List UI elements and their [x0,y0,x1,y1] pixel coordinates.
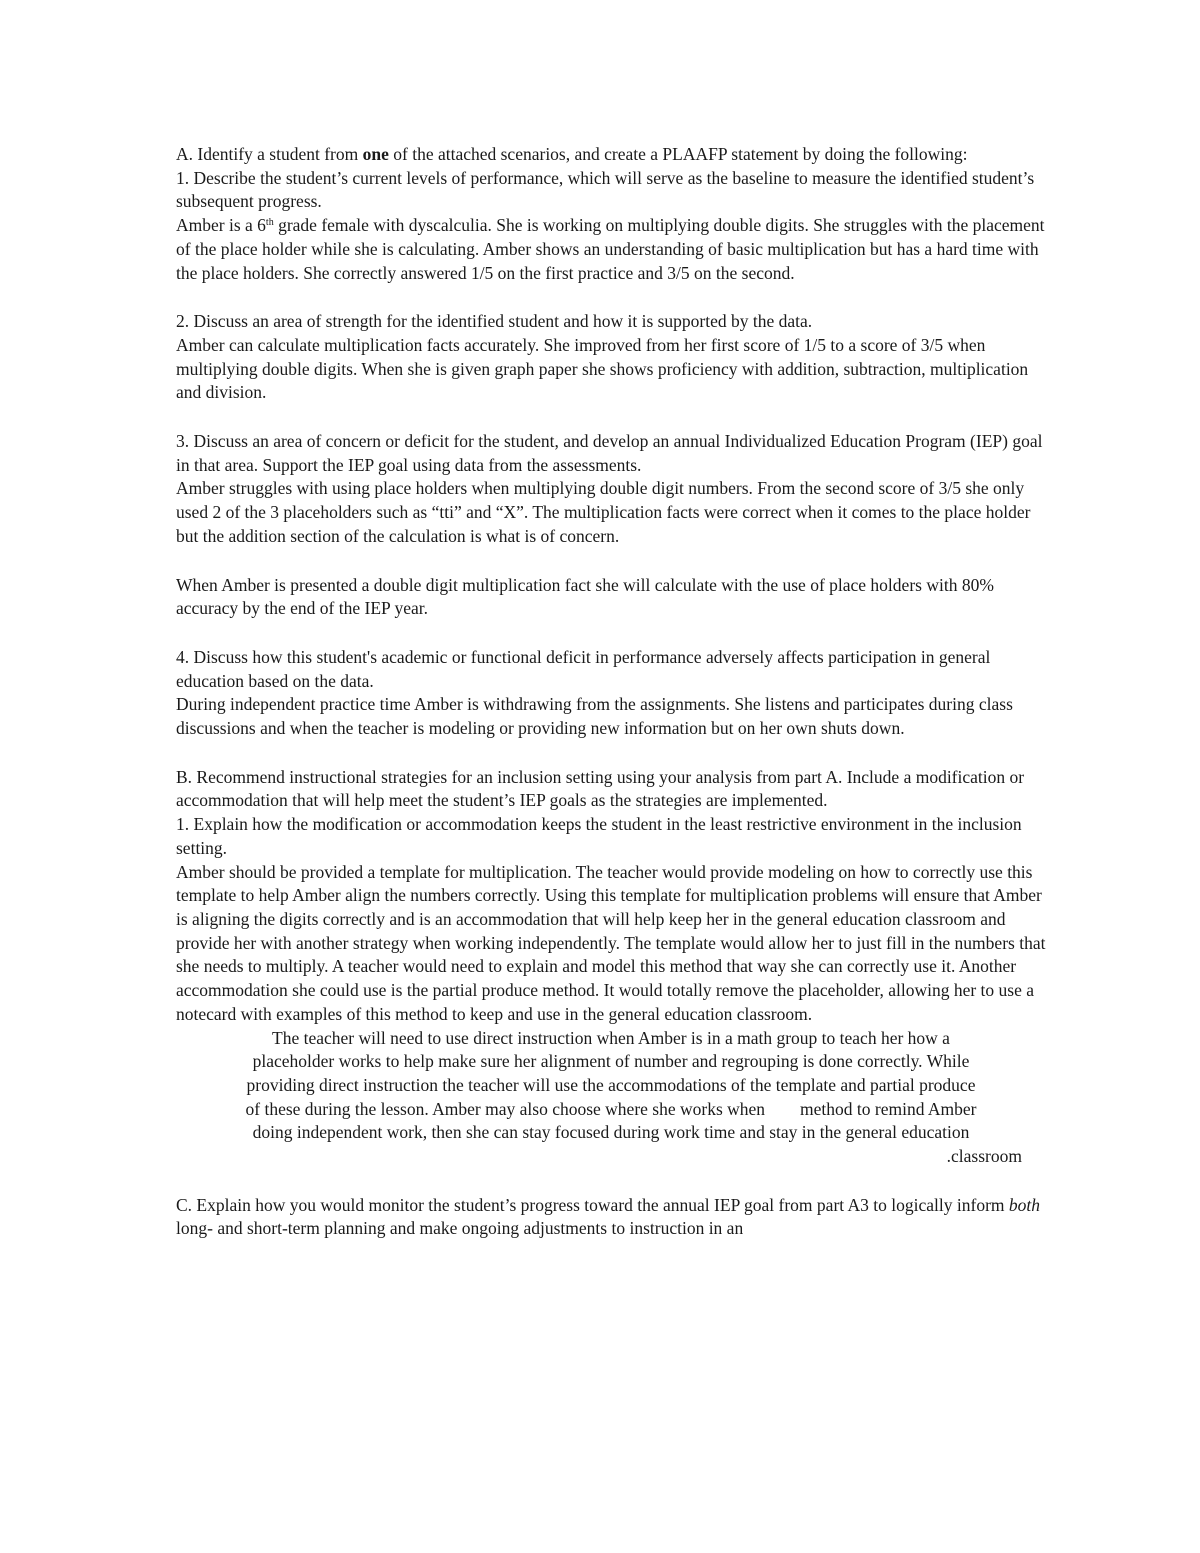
spacer [176,405,1056,430]
spacer [176,621,1056,646]
centered-line-4: of these during the lesson. Amber may also choose where she works when method to remind Amber [245,1098,977,1119]
section-a-question-1: 1. Describe the student’s current levels of performance, which will serve as the baseline to measure the identified student’s subsequent progress. [176,167,1035,212]
section-a-intro-suffix: of the attached scenarios, and create a PLAAFP statement by doing the following: [388,144,968,164]
section-c-intro-suffix: long- and short-term planning and make ongoing adjustments to instruction in an [176,1218,744,1239]
section-c-intro [176,1194,1056,1241]
answer-1-post: grade female with dyscalculia. She is working on multiplying double digits. She struggles with the placement of the place holder while she is calculating. Amber shows an understanding of basic multiplication but has a hard time with the place holders. She correctly answered 1/5 on the first practice and 3/5 on the second. [176,215,1045,283]
spacer [176,741,1056,766]
section-a-answer-4: During independent practice time Amber is withdrawing from the assignments. She listens and participates during class discussions and when the teacher is modeling or providing new information but on her own shuts down. [176,694,1013,739]
section-c-intro-italic: both [1008,1194,1041,1215]
section-a-question-4: 4. Discuss how this student's academic or functional deficit in performance adversely affects participation in general education based on the data. [176,646,991,691]
centered-line-5: doing independent work, then she can stay focused during work time and stay in the general education [252,1122,970,1143]
section-a-goal: When Amber is presented a double digit multiplication fact she will calculate with the use of place holders with 80% accuracy by the end of the IEP year. [176,574,994,619]
section-a-intro-bold: one [362,144,389,164]
section-a-answer-3: Amber struggles with using place holders when multiplying double digit numbers. From the second score of 3/5 she only used 2 of the 3 placeholders such as “tti” and “X”. The multiplication facts were correct when it comes to the place holder but the addition section of the calculation is what is of concern. [176,478,1031,546]
section-b-question-1: 1. Explain how the modification or accommodation keeps the student in the least restrictive environment in the inclusion setting. [176,814,1022,858]
document-body [176,143,1056,1241]
answer-1-superscript: th [265,217,274,229]
section-a-question-3: 3. Discuss an area of concern or deficit for the student, and develop an annual Individualized Education Program (IEP) goal in that area. Support the IEP goal using data from the assessments. [176,431,1043,475]
centered-line-1: The teacher will need to use direct instruction when Amber is in a math group to teach her how a [272,1027,950,1048]
section-a-answer-1 [176,214,1056,285]
spacer [176,285,1056,310]
section-b-answer-1: Amber should be provided a template for multiplication. The teacher would provide modeling on how to correctly use this template to help Amber align the numbers correctly. Using this template for multiplication problems will ensure that Amber is aligning the digits correctly and is an accommodation that will help keep her in the general education classroom and provide her with another strategy when working independently. The template would allow her to just fill in the numbers that she needs to multiply. A teacher would need to explain and model this method that way she can correctly use it. Another accommodation she could use is the partial produce method. It would totally remove the placeholder, allowing her to use a notecard with examples of this method to keep and use in the general education classroom. [176,861,1046,1024]
right-aligned-line: .classroom [946,1146,1022,1167]
section-a-answer-2: Amber can calculate multiplication facts accurately. She improved from her first score of 1/5 to a score of 3/5 when multiplying double digits. When she is given graph paper she shows proficiency with addition, subtraction, multiplication and division. [176,334,1029,403]
answer-1-pre: Amber is a 6 [176,215,266,236]
spacer [176,1169,1056,1194]
section-c-intro-prefix: C. Explain how you would monitor the student’s progress toward the annual IEP goal from part A3 to logically inform [176,1194,1009,1215]
spacer [176,549,1056,574]
section-a-question-2: 2. Discuss an area of strength for the identified student and how it is supported by the data. [176,311,813,332]
centered-line-2: placeholder works to help make sure her alignment of number and regrouping is done correctly. While [252,1051,970,1072]
section-a-intro [176,143,1056,167]
section-a-intro-prefix: A. Identify a student from [176,144,363,164]
centered-line-3: providing direct instruction the teacher will use the accommodations of the template and partial produce [246,1074,976,1095]
section-b-intro: B. Recommend instructional strategies for an inclusion setting using your analysis from part A. Include a modification or accommodation that will help meet the student’s IEP goals as the strategies are implemented. [176,766,1025,811]
